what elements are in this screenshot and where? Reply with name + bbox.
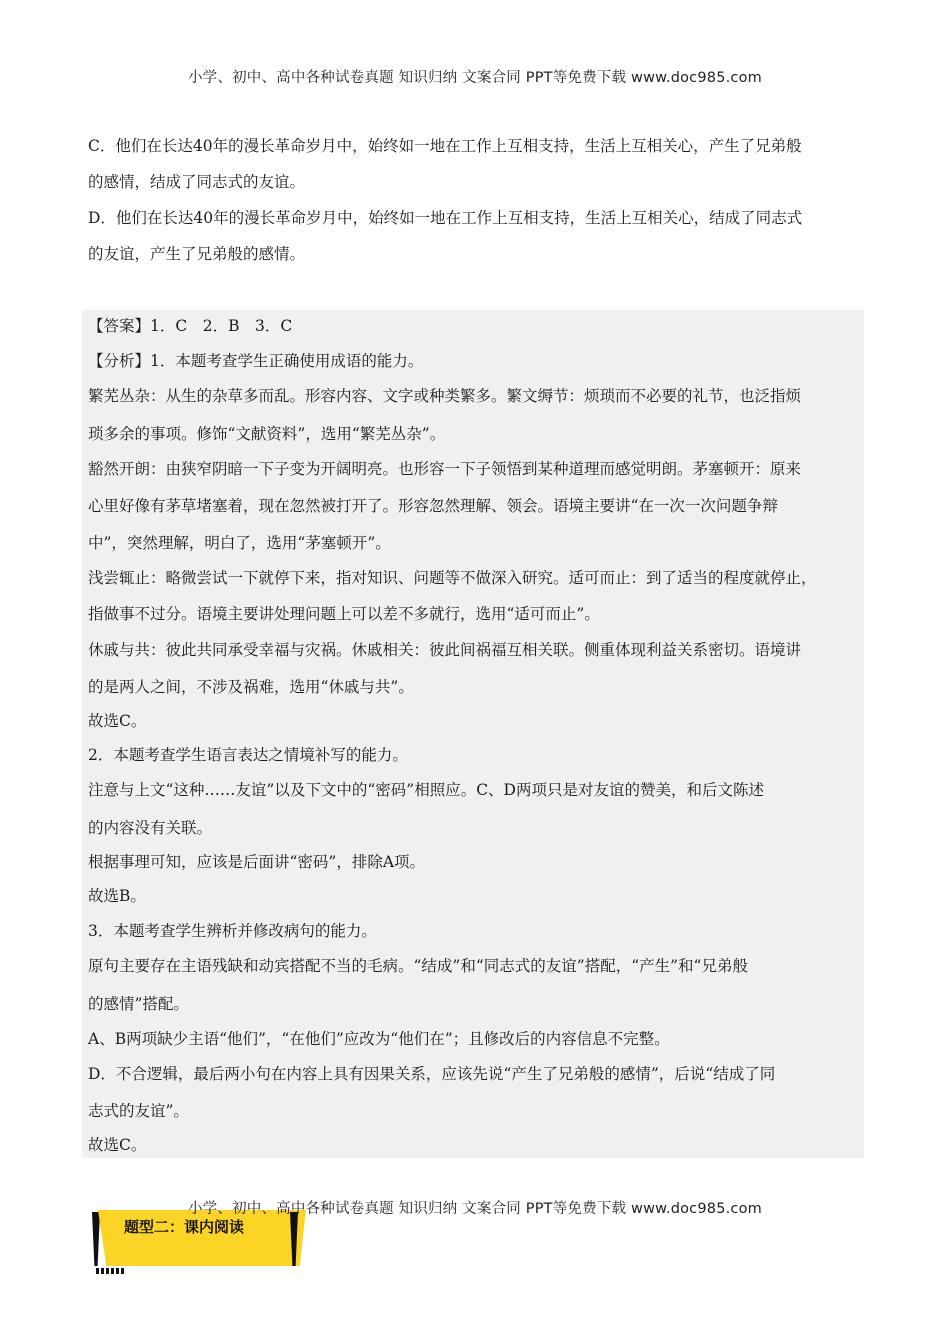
answer-line: 【分析】1．本题考查学生正确使用成语的能力。 xyxy=(88,352,424,370)
answer-line: 浅尝辄止：略微尝试一下就停下来，指对知识、问题等不做深入研究。适可而止：到了适当的程度就停止， xyxy=(88,569,817,587)
answer-line: 根据事理可知，应该是后面讲“密码”，排除A项。 xyxy=(88,853,426,871)
decorative-dots xyxy=(96,1268,126,1274)
option-d xyxy=(88,200,864,272)
page-footer: 小学、初中、高中各种试卷真题 知识归纳 文案合同 PPT等免费下载 www.doc985.com xyxy=(187,1201,763,1217)
option-d-line-2: 的友谊，产生了兄弟般的感情。 xyxy=(88,245,306,263)
answer-line: A、B两项缺少主语“他们”，“在他们”应改为“他们在”；且修改后的内容信息不完整。 xyxy=(88,1030,670,1048)
answer-line: 琐多余的事项。修饰“文献资料”，选用“繁芜丛杂”。 xyxy=(88,425,446,443)
answer-line: 3．本题考查学生辨析并修改病句的能力。 xyxy=(88,922,377,940)
tag-left-mark xyxy=(92,1212,100,1266)
answer-line: 故选C。 xyxy=(88,1136,147,1154)
answer-line: 的是两人之间，不涉及祸难，选用“休戚与共”。 xyxy=(88,678,414,696)
answer-line: 【答案】1．C 2．B 3．C xyxy=(88,317,293,335)
answer-line: 原句主要存在主语残缺和动宾搭配不当的毛病。“结成”和“同志式的友谊”搭配，“产生”和“兄弟般 xyxy=(88,957,748,975)
answer-line: 豁然开朗：由狭窄阴暗一下子变为开阔明亮。也形容一下子领悟到某种道理而感觉明朗。茅塞顿开：原来 xyxy=(88,460,802,478)
answer-line: 2．本题考查学生语言表达之情境补写的能力。 xyxy=(88,746,408,764)
answer-line: 中”，突然理解，明白了，选用“茅塞顿开”。 xyxy=(88,534,391,552)
answer-line: 注意与上文“这种……友谊”以及下文中的“密码”相照应。C、D两项只是对友谊的赞美，和后文陈述 xyxy=(88,781,764,799)
answer-line: 故选C。 xyxy=(88,712,147,730)
option-c-line-2: 的感情，结成了同志式的友谊。 xyxy=(88,173,306,191)
option-c xyxy=(88,128,864,200)
answer-line: 故选B。 xyxy=(88,887,146,905)
answer-line: 心里好像有茅草堵塞着，现在忽然被打开了。形容忽然理解、领会。语境主要讲“在一次一次问题争辩 xyxy=(88,497,778,515)
answer-line: 休戚与共：彼此共同承受幸福与灾祸。休戚相关：彼此间祸福互相关联。侧重体现利益关系密切。语境讲 xyxy=(88,641,802,659)
option-c-line-1: C．他们在长达40年的漫长革命岁月中，始终如一地在工作上互相支持，生活上互相关心，产生了兄弟般 xyxy=(88,137,802,155)
answer-line: D．不合逻辑，最后两小句在内容上具有因果关系，应该先说“产生了兄弟般的感情”，后说“结成了同 xyxy=(88,1065,776,1083)
answer-line: 志式的友谊”。 xyxy=(88,1102,189,1120)
option-d-line-1: D．他们在长达40年的漫长革命岁月中，始终如一地在工作上互相支持，生活上互相关心，结成了同志式 xyxy=(88,209,803,227)
section-tag xyxy=(98,1210,306,1270)
answer-line: 繁芜丛杂：从生的杂草多而乱。形容内容、文字或种类繁多。繁文缛节：烦琐而不必要的礼节，也泛指烦 xyxy=(88,387,802,405)
page-header: 小学、初中、高中各种试卷真题 知识归纳 文案合同 PPT等免费下载 www.doc985.com xyxy=(187,70,763,86)
answer-line: 的内容没有关联。 xyxy=(88,819,213,837)
answer-line: 的感情”搭配。 xyxy=(88,995,189,1013)
answer-line: 指做事不过分。语境主要讲处理问题上可以差不多就行，选用“适可而止”。 xyxy=(88,605,600,623)
section-title: 题型二：课内阅读 xyxy=(124,1218,245,1236)
